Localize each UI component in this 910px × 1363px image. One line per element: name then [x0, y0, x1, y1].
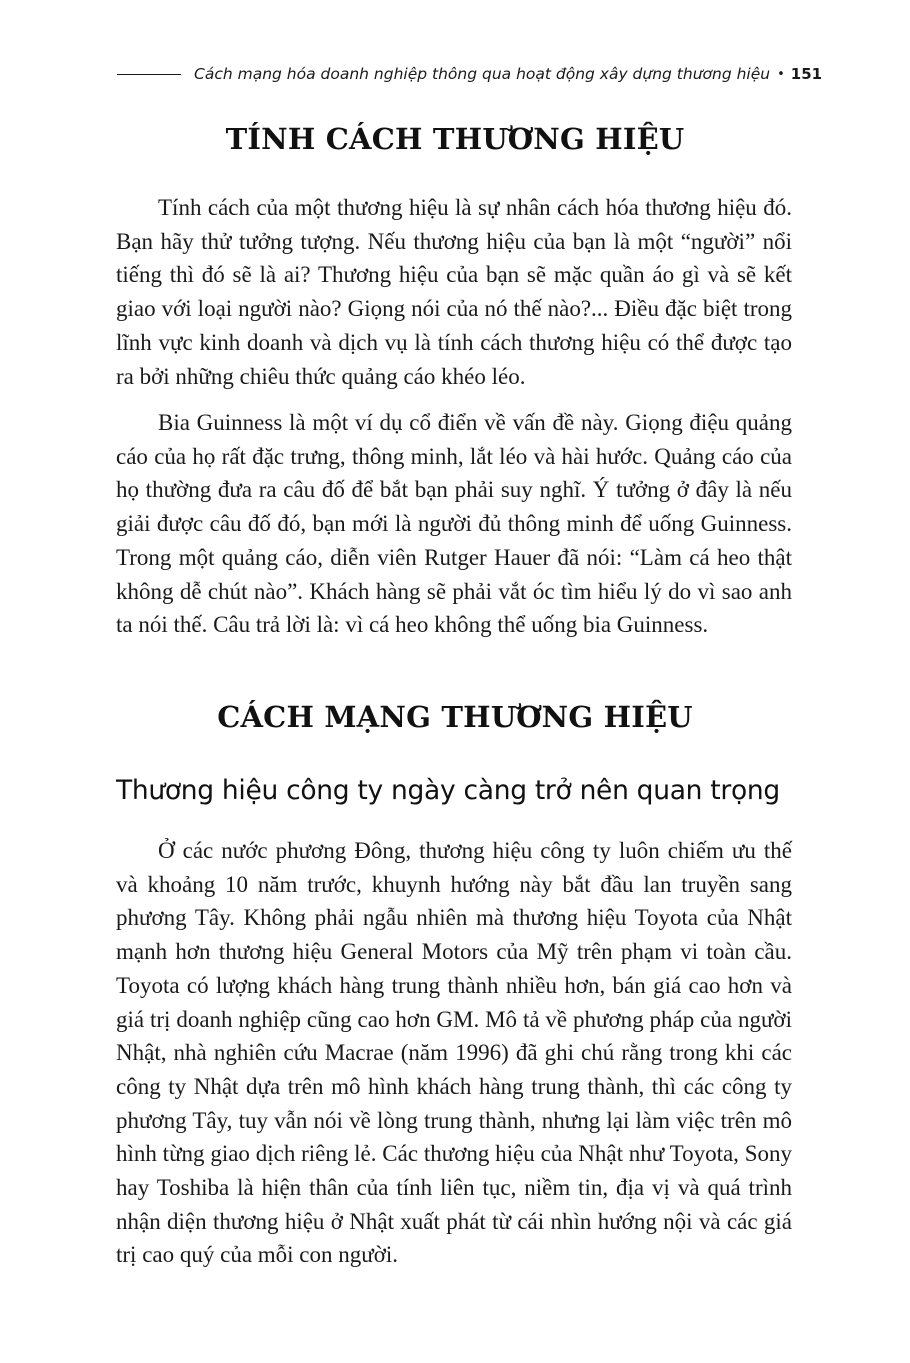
running-header: [117, 62, 823, 86]
section-heading-brand-revolution: CÁCH MẠNG THƯƠNG HIỆU: [217, 700, 693, 734]
section-heading-brand-personality: TÍNH CÁCH THƯƠNG HIỆU: [225, 122, 685, 156]
subheading: Thương hiệu công ty ngày càng trở nên quan trọng: [116, 775, 780, 806]
paragraph: Ở các nước phương Đông, thương hiệu công ty luôn chiếm ưu thế và khoảng 10 năm trước, khuynh hướng này bắt đầu lan truyền sang phương Tây. Không phải ngẫu nhiên mà thương hiệu Toyota của Nhật mạnh hơn thương hiệu General Motors của Mỹ trên phạm vi toàn cầu. Toyota có lượng khách hàng trung thành nhiều hơn, bán giá cao hơn và giá trị doanh nghiệp cũng cao hơn GM. Mô tả về phương pháp của người Nhật, nhà nghiên cứu Macrae (năm 1996) đã ghi chú rằng trong khi các công ty Nhật dựa trên mô hình khách hàng trung thành, thì các công ty phương Tây, tuy vẫn nói về lòng trung thành, nhưng lại làm việc trên mô hình từng giao dịch riêng lẻ. Các thương hiệu của Nhật như Toyota, Sony hay Toshiba là hiện thân của tính liên tục, niềm tin, địa vị và quá trình nhận diện thương hiệu ở Nhật xuất phát từ cái nhìn hướng nội và các giá trị cao quý của mỗi con người.: [116, 838, 792, 1268]
paragraph: Bia Guinness là một ví dụ cổ điển về vấn đề này. Giọng điệu quảng cáo của họ rất đặc trưng, thông minh, lắt léo và hài hước. Quảng cáo của họ thường đưa ra câu đố để bắt bạn phải suy nghĩ. Ý tưởng ở đây là nếu giải được câu đố đó, bạn mới là người đủ thông minh để uống Guinness. Trong một quảng cáo, diễn viên Rutger Hauer đã nói: “Làm cá heo thật không dễ chút nào”. Khách hàng sẽ phải vắt óc tìm hiểu lý do vì sao anh ta nói thế. Câu trả lời là: vì cá heo không thể uống bia Guinness.: [116, 410, 792, 638]
page-number: 151: [790, 65, 823, 83]
header-rule: [117, 74, 181, 75]
paragraph: Tính cách của một thương hiệu là sự nhân cách hóa thương hiệu đó. Bạn hãy thử tưởng tượng. Nếu thương hiệu của bạn là một “người” nổi tiếng thì đó sẽ là ai? Thương hiệu của bạn sẽ mặc quần áo gì và sẽ kết giao với loại người nào? Giọng nói của nó thế nào?... Điều đặc biệt trong lĩnh vực kinh doanh và dịch vụ là tính cách thương hiệu có thể được tạo ra bởi những chiêu thức quảng cáo khéo léo.: [116, 195, 792, 389]
header-bullet: •: [777, 66, 785, 82]
running-title: Cách mạng hóa doanh nghiệp thông qua hoạt động xây dựng thương hiệu: [194, 65, 771, 83]
